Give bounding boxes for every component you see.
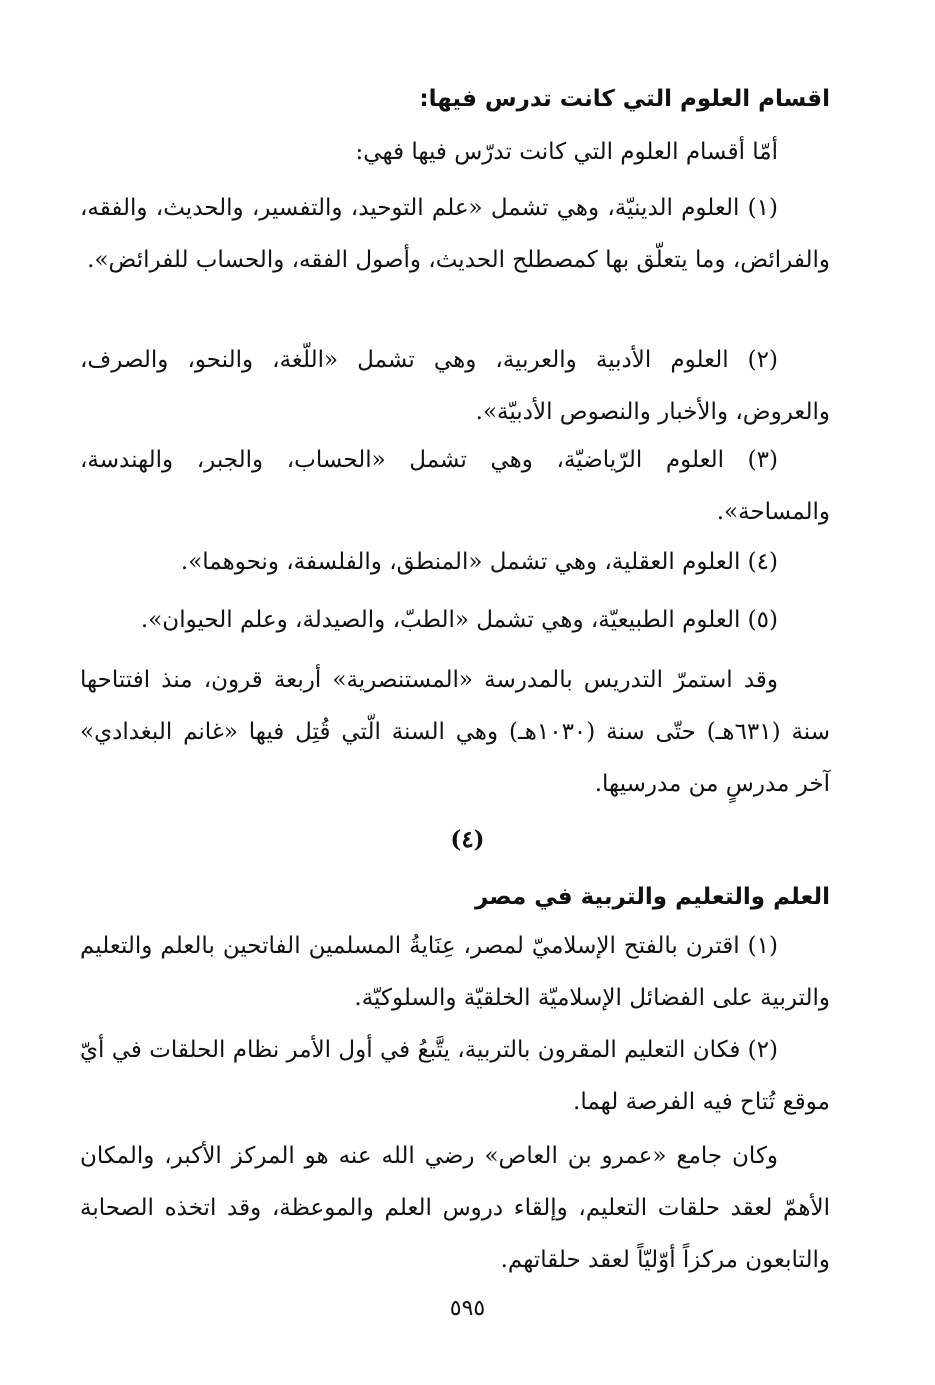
closing-paragraph: وقد استمرّ التدريس بالمدرسة «المستنصرية» أربعة قرون، منذ افتتاحها سنة (٦٣١هـ) حتّى سنة (١٠٣٠هـ) وهي السنة الّتي قُتِل فيها «غانم البغدادي» آخر مدرسٍ من مدرسيها. <box>80 667 830 797</box>
list-item: (٣) العلوم الرّياضيّة، وهي تشمل «الحساب، والجبر، والهندسة، والمساحة». <box>80 447 830 525</box>
list-item: (٢) فكان التعليم المقرون بالتربية، يتَّبعُ في أول الأمر نظام الحلقات في أيّ موقع تُتاح فيه الفرصة لهما. <box>80 1037 830 1115</box>
list-item: (٤) العلوم العقلية، وهي تشمل «المنطق، والفلسفة، ونحوهما». <box>180 549 778 575</box>
list-item: (٢) العلوم الأدبية والعربية، وهي تشمل «اللّغة، والنحو، والصرف، والعروض، والأخبار والنصوص الأدبيّة». <box>80 347 830 425</box>
section-heading: اقسام العلوم التي كانت تدرس فيها: <box>419 86 830 112</box>
list-item: (١) اقترن بالفتح الإسلاميّ لمصر، عِنَايةُ المسلمين الفاتحين بالعلم والتعليم والتربية على الفضائل الإسلاميّة الخلقيّة والسلوكيّة. <box>80 933 830 1011</box>
closing-paragraph: وكان جامع «عمرو بن العاص» رضي الله عنه هو المركز الأكبر، والمكان الأهمّ لعقد حلقات التعليم، وإلقاء دروس العلم والموعظة، وقد اتخذه الصحابة والتابعون مركزاً أوّليّاً لعقد حلقاتهم. <box>80 1143 830 1273</box>
list-item: (٥) العلوم الطبيعيّة، وهي تشمل «الطبّ، والصيدلة، وعلم الحيوان». <box>140 607 778 633</box>
list-item: (١) العلوم الدينيّة، وهي تشمل «علم التوحيد، والتفسير، والحديث، والفقه، والفرائض، وما يتعلّق بها كمصطلح الحديث، وأصول الفقه، والحساب للفرائض». <box>80 195 830 273</box>
section-heading: العلم والتعليم والتربية في مصر <box>475 884 830 910</box>
page-number: ٥٩٥ <box>449 1296 486 1321</box>
section-number: (٤) <box>450 826 485 853</box>
intro-paragraph: أمّا أقسام العلوم التي كانت تدرّس فيها فهي: <box>355 139 778 165</box>
